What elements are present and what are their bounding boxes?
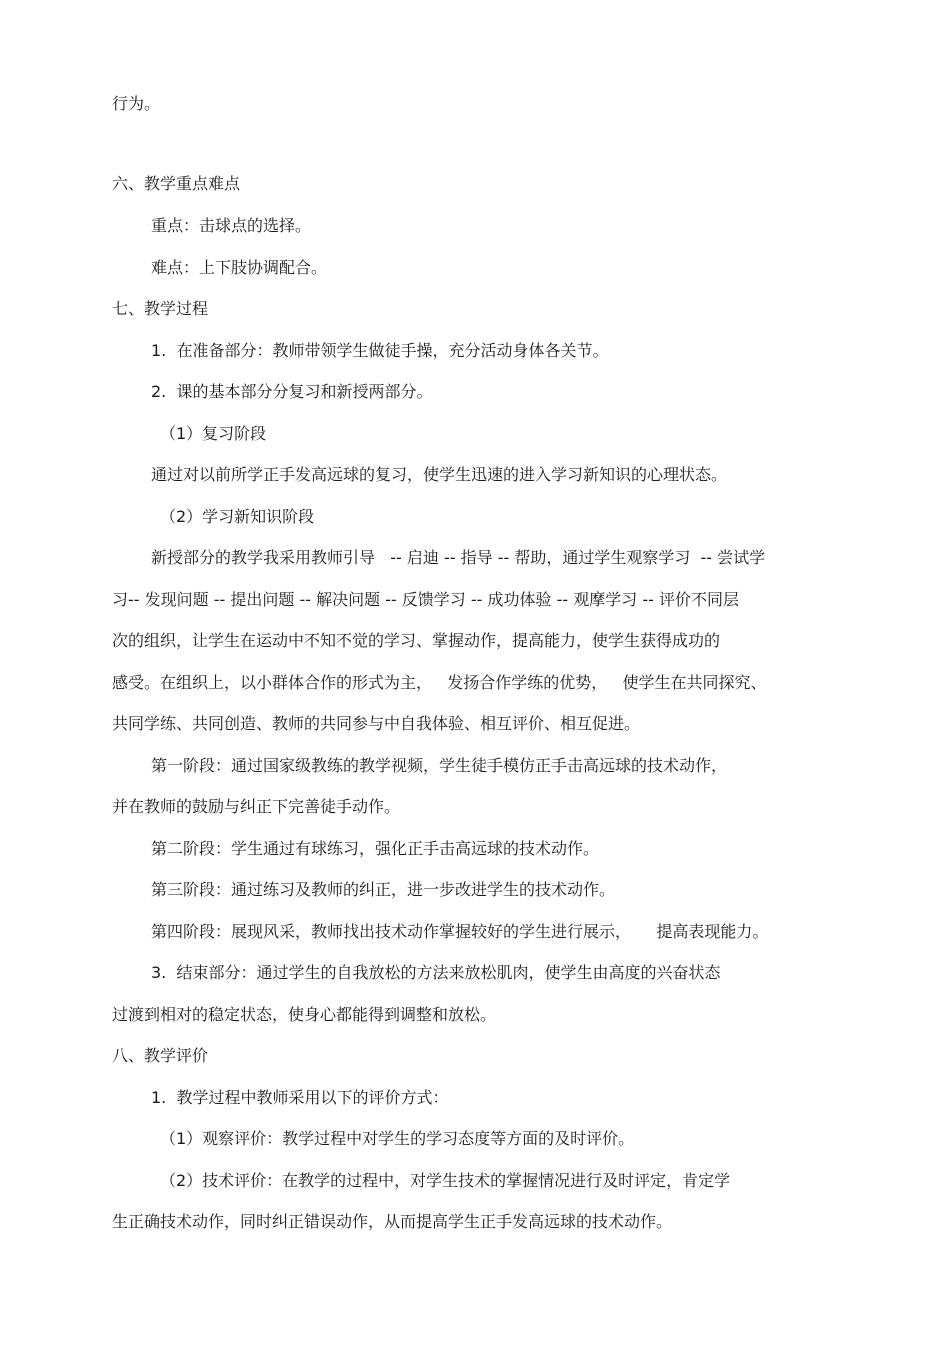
text-line: 习-- 发现问题 -- 提出问题 -- 解决问题 -- 反馈学习 -- 成功体验 -- 观摩学习 -- 评价不同层: [112, 590, 739, 609]
text-line: 第一阶段：通过国家级教练的教学视频，学生徒手模仿正手击高远球的技术动作，: [151, 756, 728, 775]
text-line: 1. 教学过程中教师采用以下的评价方式：: [151, 1088, 449, 1107]
section-heading-8: 八、教学评价: [112, 1046, 209, 1065]
section-heading-7: 七、教学过程: [112, 299, 209, 318]
section-heading-6: 六、教学重点难点: [112, 174, 241, 193]
text-line: （2）学习新知识阶段: [160, 507, 315, 526]
text-line: 行为。: [112, 94, 161, 113]
text-line: 3. 结束部分：通过学生的自我放松的方法来放松肌肉，使学生由高度的兴奋状态: [151, 963, 721, 982]
text-line: 感受。在组织上，以小群体合作的形式为主， 发扬合作学练的优势， 使学生在共同探究、: [112, 673, 767, 692]
text-line: 通过对以前所学正手发高远球的复习，使学生迅速的进入学习新知识的心理状态。: [151, 465, 728, 484]
text-line: 过渡到相对的稳定状态，使身心都能得到调整和放松。: [112, 1005, 497, 1024]
text-line: 第二阶段：学生通过有球练习，强化正手击高远球的技术动作。: [151, 839, 600, 858]
text-line: 第四阶段：展现风采，教师找出技术动作掌握较好的学生进行展示， 提高表现能力。: [151, 922, 769, 941]
text-line: 新授部分的教学我采用教师引导 -- 启迪 -- 指导 -- 帮助，通过学生观察学习 -- 尝试学: [151, 548, 766, 567]
text-line: 2. 课的基本部分分复习和新授两部分。: [151, 382, 433, 401]
text-line: 1. 在准备部分：教师带领学生做徒手操，充分活动身体各关节。: [151, 341, 609, 360]
text-line: 第三阶段：通过练习及教师的纠正，进一步改进学生的技术动作。: [151, 880, 616, 899]
text-line: 难点：上下肢协调配合。: [151, 258, 328, 277]
text-line: 重点：击球点的选择。: [151, 216, 312, 235]
text-line: 次的组织，让学生在运动中不知不觉的学习、掌握动作，提高能力，使学生获得成功的: [112, 631, 721, 650]
text-line: （1）复习阶段: [160, 424, 267, 443]
text-line: 共同学练、共同创造、教师的共同参与中自我体验、相互评价、相互促进。: [112, 714, 641, 733]
text-line: 并在教师的鼓励与纠正下完善徒手动作。: [112, 797, 401, 816]
text-line: 生正确技术动作，同时纠正错误动作，从而提高学生正手发高远球的技术动作。: [112, 1212, 673, 1231]
text-line: （1）观察评价：教学过程中对学生的学习态度等方面的及时评价。: [160, 1129, 635, 1148]
text-line: （2）技术评价：在教学的过程中，对学生技术的掌握情况进行及时评定，肯定学: [160, 1171, 731, 1190]
